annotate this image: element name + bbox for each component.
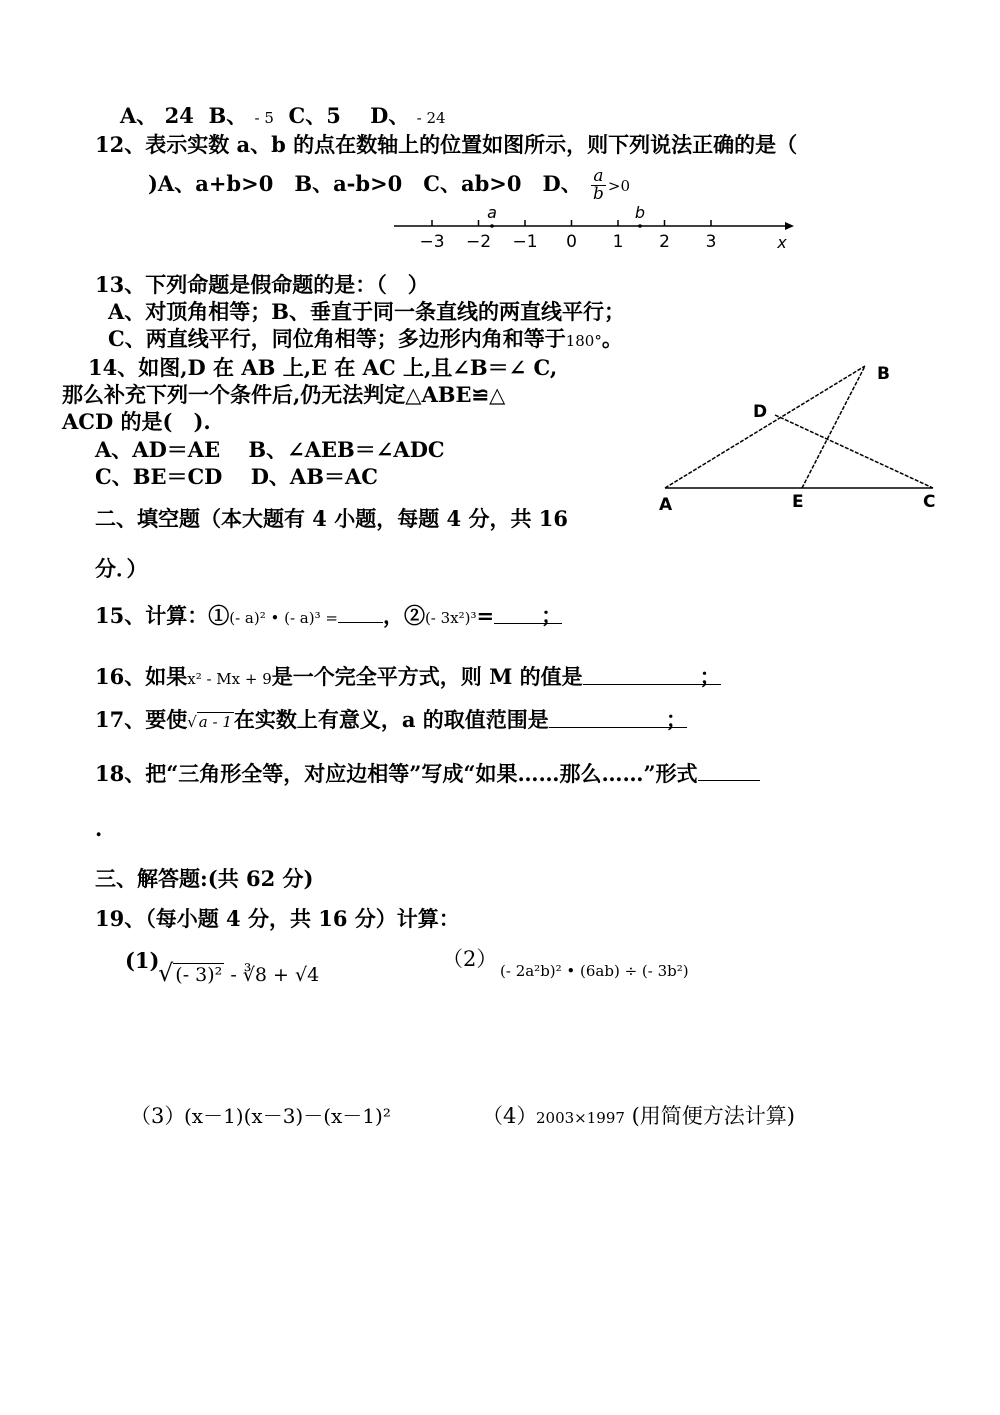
q14-options-row2: C、BE＝CD D、AB＝AC [95,464,378,489]
q13-line1: A、对顶角相等；B、垂直于同一条直线的两直线平行； [108,299,626,324]
q11-option-a: A、 24 [120,103,194,128]
q12-options-text: )A、a+b>0 B、a-b>0 C、ab>0 D、 [148,171,582,196]
q15-expr1: (- a)² • (- a)³ = [229,609,338,627]
q11-option-d: D、 [370,103,410,128]
q13-line2 [108,326,623,354]
q19-p1-expr-a: (- 3)² [175,964,223,986]
q15-end: ； [541,603,563,628]
q17-prefix: 17、要使 [95,707,188,732]
q16-text: 是一个完全平方式，则 M 的值是 [271,664,583,689]
point-a-marker [490,224,494,228]
segment-dc [775,415,933,488]
vertex-c-label: C [923,492,936,512]
q11-option-b: B、 [208,103,248,128]
point-a-label: a [487,203,497,222]
section2-title: 二、填空题（本大题有 4 小题，每题 4 分，共 16 [95,506,569,531]
q19-p4-expr: 2003×1997 [536,1109,625,1127]
q15-mid: ，② [382,603,425,628]
q12-frac-den: b [593,184,604,204]
q13-degree: 180° [565,332,602,350]
section2-title-cont: 分．） [95,556,148,581]
number-line-figure [390,200,800,252]
q19-p3-label: （3） [130,1104,186,1128]
q16-prefix: 16、如果 [95,664,188,689]
vertex-e-label: E [792,492,804,512]
q12-fraction [591,168,606,203]
axis-x-label: x [777,233,787,252]
q15-expr2: (- 3x²)³ [424,609,477,627]
q16-end: ； [699,664,721,689]
q19-p3-expr: (x－1)(x－3)－(x－1)² [184,1104,391,1128]
tick-label: −2 [465,232,492,252]
q17-text: 在实数上有意义，a 的取值范围是 [233,707,549,732]
q15-blank2[interactable] [494,603,563,628]
q14-options-row1: A、AD＝AE B、∠AEB＝∠ADC [95,437,445,462]
q11-option-b-value: - 5 [254,109,274,127]
q18-line [95,760,760,787]
tick-label: 1 [612,232,624,252]
number-line-arrow [785,222,794,230]
q14-line1: 14、如图,D 在 AB 上,E 在 AC 上,且∠B＝∠ C, [88,355,558,380]
triangle-figure [655,355,945,515]
q14-line2: 那么补充下列一个条件后,仍无法判定△ABE≌△ [62,382,506,407]
q19-p1-label: (1) [125,948,160,973]
segment-be [802,366,865,488]
q16-line [95,664,721,692]
tick-label: −3 [419,232,445,252]
q16-blank[interactable] [583,664,721,689]
q19-p2-expr: (- 2a²b)² • (6ab) ÷ (- 3b²) [500,962,689,980]
vertex-d-label: D [753,402,768,422]
q19-p4-label: （4） [482,1104,538,1128]
tick-label: 2 [659,232,670,252]
q15-prefix: 15、计算：① [95,603,230,628]
q13-stem: 13、下列命题是假命题的是：（ ） [95,272,429,297]
q19-p4-line [536,1103,795,1131]
segment-ab [665,366,865,488]
point-b-label: b [634,203,646,222]
q12-frac-num: a [591,168,606,186]
q15-blank1[interactable] [338,602,383,623]
q18-end: . [95,816,103,841]
q19-stem: 19、（每小题 4 分，共 16 分）计算： [95,906,460,931]
q11-option-c: C、5 [288,103,341,128]
q17-end: ； [665,707,687,732]
q17-blank[interactable] [549,707,687,732]
tick-label: 0 [566,232,577,252]
q11-options [120,103,446,131]
q18-text: 18、把“三角形全等，对应边相等”写成“如果……那么……”形式 [95,761,698,786]
q12-frac-rel: >0 [607,177,631,195]
q15-eq: = [476,603,495,628]
q19-p1-expr-b: - ∛8 + √4 [230,964,320,986]
q17-expr: a - 1 [198,713,232,731]
q18-blank[interactable] [698,760,760,781]
q19-p1-expression: √ (- 3)² - ∛8 + √4 [158,959,320,987]
q11-option-d-value: - 24 [416,109,446,127]
q12-stem: 12、表示实数 a、b 的点在数轴上的位置如图所示，则下列说法正确的是（ [95,132,798,157]
section3-title: 三、解答题:(共 62 分) [95,866,314,891]
point-b-marker [638,224,642,228]
q17-line: 17、要使√ a - 1在实数上有意义，a 的取值范围是 ； [95,707,687,732]
q13-end: 。 [601,326,623,351]
q19-p4-note: (用简便方法计算) [631,1104,795,1128]
tick-label: 3 [705,232,717,252]
q19-p2-label: （2） [442,947,498,971]
vertex-b-label: B [877,364,890,384]
tick-label: −1 [512,232,538,252]
q15-line [95,602,562,631]
q14-line3: ACD 的是( ). [62,409,211,434]
q12-options [148,168,630,203]
q13-line2-text: C、两直线平行，同位角相等；多边形内角和等于 [108,326,566,351]
q16-expr: x² - Mx + 9 [187,670,272,688]
vertex-a-label: A [659,495,673,515]
